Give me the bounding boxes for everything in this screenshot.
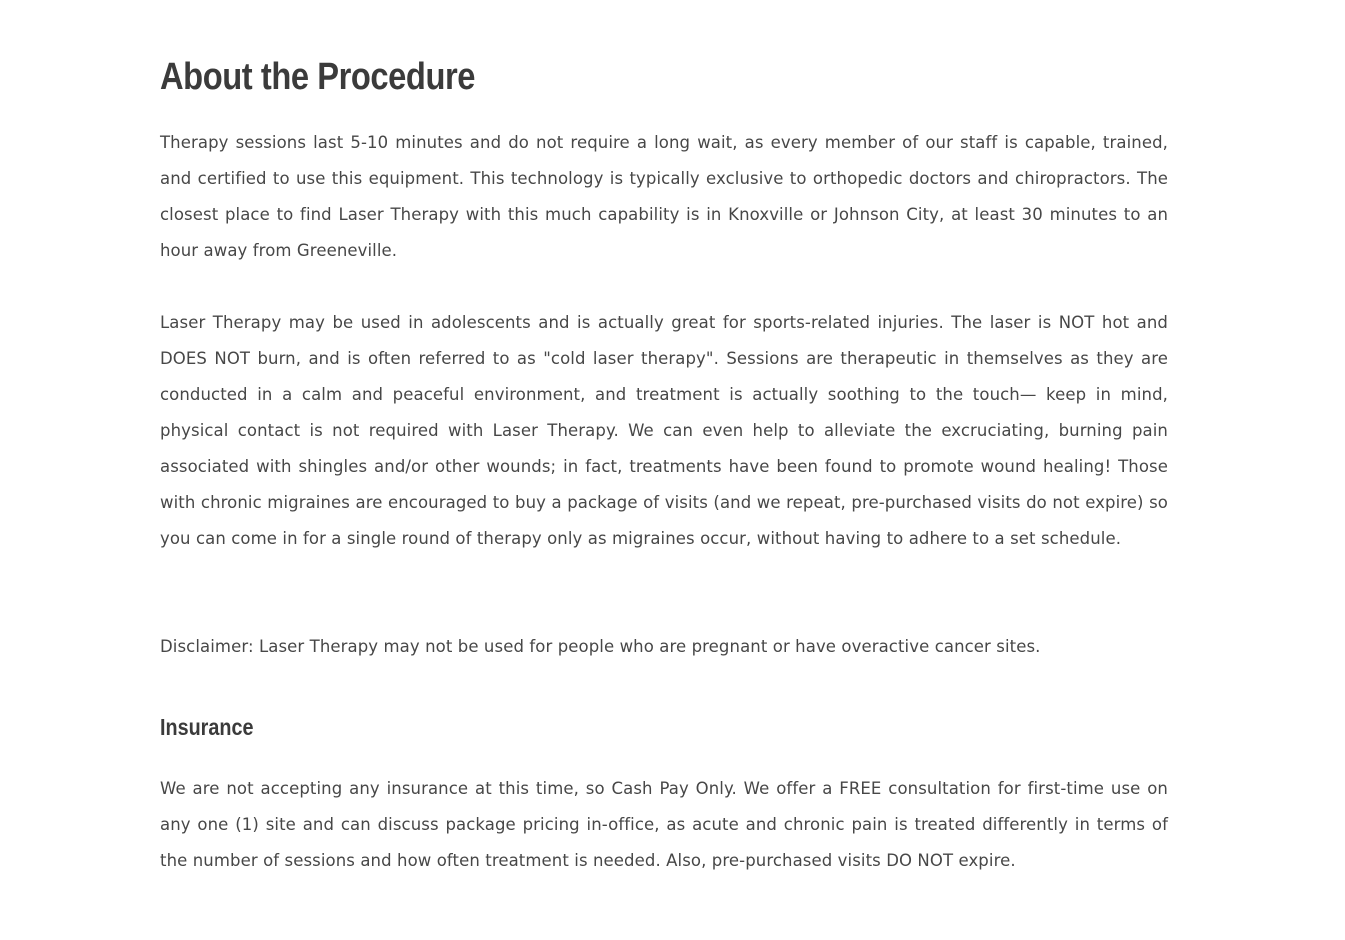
procedure-paragraph-1: Therapy sessions last 5-10 minutes and do not require a long wait, as every member of our staff is capable, trained, and certified to use this equipment. This technology is typically exclusive to orthopedic doctors and chiropractors. The closest place to find Laser Therapy with this much capability is in Knoxville or Johnson City, at least 30 minutes to an hour away from Greeneville. — [160, 133, 1168, 260]
insurance-heading: Insurance — [160, 714, 254, 740]
disclaimer-text: Disclaimer: Laser Therapy may not be used for people who are pregnant or have overactive cancer sites. — [160, 637, 1041, 656]
page-title: About the Procedure — [160, 56, 476, 98]
insurance-paragraph: We are not accepting any insurance at this time, so Cash Pay Only. We offer a FREE consultation for first-time use on any one (1) site and can discuss package pricing in-office, as acute and chronic pain is treated differently in terms of the number of sessions and how often treatment is needed. Also, pre-purchased visits DO NOT expire. — [160, 779, 1168, 870]
procedure-paragraph-2: Laser Therapy may be used in adolescents and is actually great for sports-related injuries. The laser is NOT hot and DOES NOT burn, and is often referred to as "cold laser therapy". Sessions are therapeutic in themselves as they are conducted in a calm and peaceful environment, and treatment is actually soothing to the touch— keep in mind, physical contact is not required with Laser Therapy. We can even help to alleviate the excruciating, burning pain associated with shingles and/or other wounds; in fact, treatments have been found to promote wound healing! Those with chronic migraines are encouraged to buy a package of visits (and we repeat, pre-purchased visits do not expire) so you can come in for a single round of therapy only as migraines occur, without having to adhere to a set schedule. — [160, 313, 1168, 548]
